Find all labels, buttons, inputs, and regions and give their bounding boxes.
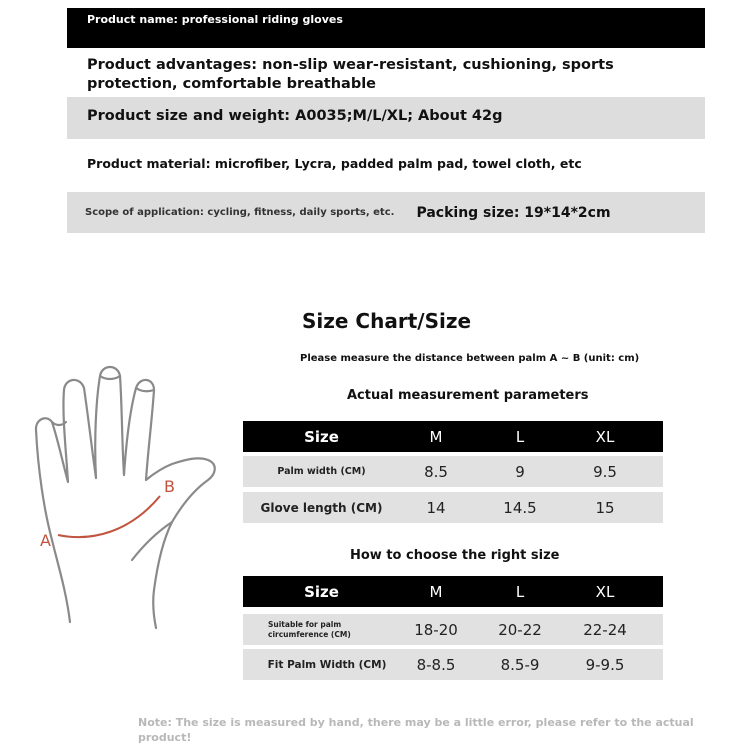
size-l-header: L	[515, 427, 525, 446]
choose-table-header	[243, 576, 663, 607]
table-cell: 8.5	[424, 462, 448, 481]
table-cell: 8.5-9	[500, 655, 540, 674]
table-row	[243, 492, 663, 523]
measure-table-header	[243, 421, 663, 452]
hand-outline-icon	[22, 360, 232, 630]
table-cell: 14.5	[503, 498, 537, 517]
table-cell: 22-24	[583, 620, 627, 639]
table-cell: 9-9.5	[585, 655, 625, 674]
row-label: Fit Palm Width (CM)	[267, 658, 387, 671]
product-size-weight-text: Product size and weight: A0035;M/L/XL; About 42g	[87, 108, 503, 124]
product-name-text: Product name: professional riding gloves	[87, 13, 343, 26]
table-cell: 20-22	[498, 620, 542, 639]
size-xl-header: XL	[595, 582, 615, 601]
choose-table-title: How to choose the right size	[350, 548, 560, 563]
hand-outline	[36, 367, 215, 628]
table-cell: 18-20	[414, 620, 458, 639]
size-header-label: Size	[304, 427, 339, 446]
table-cell: 8-8.5	[416, 655, 456, 674]
product-material-text: Product material: microfiber, Lycra, padded palm pad, towel cloth, etc	[87, 156, 582, 171]
row-label: Palm width (CM)	[277, 466, 366, 477]
measure-instruction: Please measure the distance between palm A ~ B (unit: cm)	[300, 353, 640, 364]
size-xl-header: XL	[595, 427, 615, 446]
table-cell: 9.5	[593, 462, 617, 481]
table-row	[243, 614, 663, 645]
scope-text: Scope of application: cycling, fitness, daily sports, etc.	[85, 207, 395, 218]
size-note: Note: The size is measured by hand, there may be a little error, please refer to the actual product!	[138, 716, 694, 744]
size-l-header: L	[515, 582, 525, 601]
product-size-weight-band	[67, 97, 705, 139]
size-chart-title: Size Chart/Size	[302, 309, 472, 333]
table-cell: 9	[515, 462, 525, 481]
row-label	[243, 620, 400, 640]
row-label: Glove length (CM)	[260, 500, 383, 515]
table-row	[243, 649, 663, 680]
product-advantages-text: Product advantages: non-slip wear-resistant, cushioning, sports protection, comfortable breathable	[87, 57, 614, 92]
measure-table-title: Actual measurement parameters	[347, 388, 589, 403]
size-header-label: Size	[304, 582, 339, 601]
table-cell: 14	[426, 498, 446, 517]
product-scope-band	[67, 192, 705, 233]
product-material-band	[67, 146, 705, 182]
size-m-header: M	[429, 427, 443, 446]
product-name-band	[67, 8, 705, 48]
size-m-header: M	[429, 582, 443, 601]
palm-measure-line	[58, 496, 160, 537]
table-row	[243, 456, 663, 487]
row-label-line1: Suitable for palm	[268, 619, 342, 629]
point-b-label: B	[164, 477, 175, 496]
product-advantages-band	[67, 54, 705, 96]
point-a-label: A	[40, 531, 51, 550]
table-cell: 15	[595, 498, 615, 517]
row-label-line2: circumference (CM)	[268, 629, 351, 639]
packing-size-text: Packing size: 19*14*2cm	[416, 204, 611, 221]
